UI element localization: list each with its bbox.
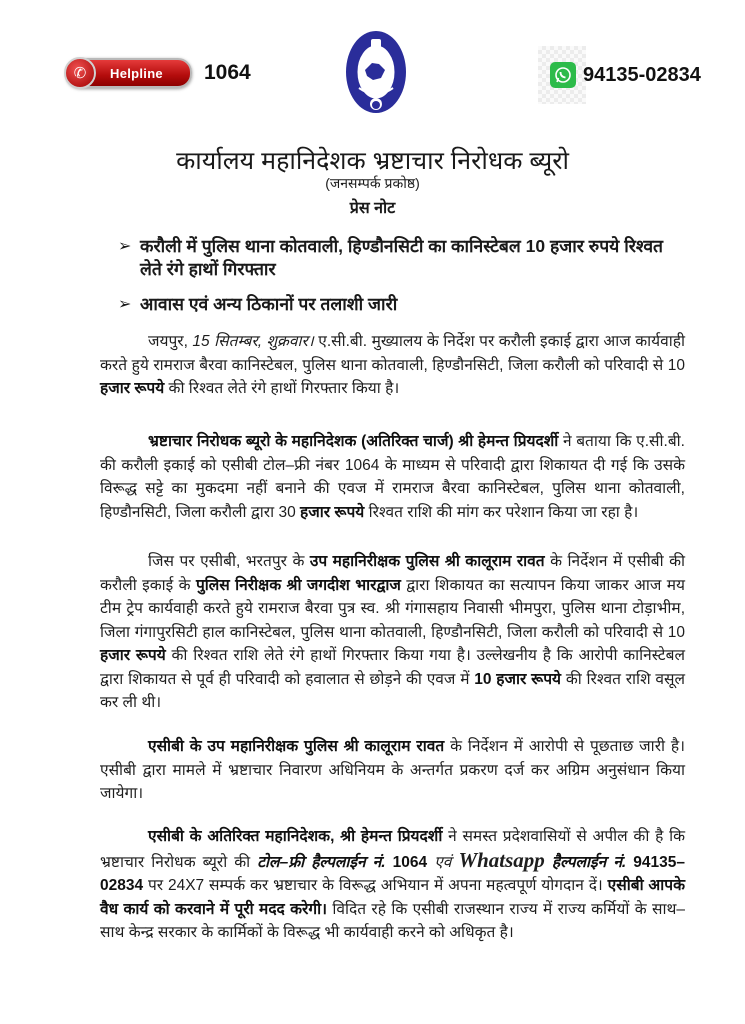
helpline-badge	[66, 58, 251, 88]
whatsapp-icon	[550, 62, 576, 88]
paragraph-4: एसीबी के उप महानिरीक्षक पुलिस श्री कालूराम रावत के निर्देशन में आरोपी से पूछताछ जारी है। एसीबी द्वारा मामले में भ्रष्टाचार निवारण अधिनियम के अन्तर्गत प्रकरण दर्ज कर अग्रिम अनुसंधान किया जायेगा।	[100, 738, 686, 802]
lion-capital-icon	[371, 39, 381, 53]
helpline-number: 1064	[204, 61, 251, 84]
arrow-bullet-icon: ➢	[118, 296, 132, 313]
arrow-bullet-icon: ➢	[118, 238, 132, 255]
paragraph-1: जयपुर, 15 सितम्बर, शुक्रवार। ए.सी.बी. मुख्यालय के निर्देश पर करौली इकाई द्वारा आज कार्यवाही करते हुये रामराज बैरवा कानिस्टेबल, पुलिस थाना कोतवाली, हिण्डौनसिटी, जिला करौली को परिवादी से 10 हजार रूपये की रिश्वत लेते रंगे हाथों गिरफ्तार किया है।	[100, 333, 685, 397]
paragraph-3: जिस पर एसीबी, भरतपुर के उप महानिरीक्षक पुलिस श्री कालूराम रावत के निर्देशन में एसीबी की करौली इकाई के पुलिस निरीक्षक श्री जगदीश भारद्वाज द्वारा शिकायत का सत्यापन किया जाकर आज मय टीम ट्रेप कार्यवाही करते हुये रामराज बैरवा पुत्र स्व. श्री गंगासहाय निवासी भीमपुरा, पुलिस थाना टोड़ाभीम, जिला गंगापुरसिटी हाल कानिस्टेबल, पुलिस थाना कोतवाली, हिण्डौनसिटी, जिला करौली को परिवादी से 10 हजार रूपये की रिश्वत राशि लेते रंगे हाथों गिरफ्तार किया गया है। उल्लेखनीय है कि आरोपी कानिस्टेबल द्वारा शिकायत से पूर्व ही परिवादी को हवालात से छोड़ने की एवज में 10 हजार रूपये की रिश्वत राशि वसूल कर ली थी।	[100, 553, 686, 711]
bullet-item	[118, 293, 688, 316]
whatsapp-badge	[538, 46, 701, 88]
whatsapp-word: Whatsapp	[458, 847, 545, 872]
bullet-item	[118, 235, 688, 281]
cell-subtitle: (जनसम्पर्क प्रकोष्ठ)	[325, 175, 420, 191]
paragraph-5: एसीबी के अतिरिक्त महानिदेशक, श्री हेमन्त प्रियदर्शी ने समस्त प्रदेशवासियों से अपील की है कि भ्रष्टाचार निरोधक ब्यूरो की टोल–फ्री हैल्पलाईन नं. 1064 एवं Whatsapp हैल्पलाईन नं. 94135–02834 पर 24X7 सम्पर्क कर भ्रष्टाचार के विरूद्ध अभियान में अपना महत्वपूर्ण योगदान दें। एसीबी आपके वैध कार्य को करवाने में पूरी मदद करेगी। विदित रहे कि एसीबी राजस्थान राज्य में राज्य कर्मियों के साथ–साथ केन्द्र सरकार के कार्मिकों के विरूद्ध भी कार्यवाही करने को अधिकृत है।	[100, 828, 686, 941]
bullet-text: आवास एवं अन्य ठिकानों पर तलाशी जारी	[140, 294, 398, 314]
paragraph-2: भ्रष्टाचार निरोधक ब्यूरो के महानिदेशक (अतिरिक्त चार्ज) श्री हेमन्त प्रियदर्शी ने बताया कि ए.सी.बी. की करौली इकाई को एसीबी टोल–फ्री नंबर 1064 के माध्यम से परिवादी द्वारा शिकायत दी गई कि उसके विरूद्ध सट्टे का मुकदमा नहीं बनाने की एवज में रामराज बैरवा कानिस्टेबल, पुलिस थाना कोतवाली, हिण्डौनसिटी, जिला करौली द्वारा 30 हजार रूपये रिश्वत राशि की मांग कर परेशान किया जा रहा है।	[100, 433, 685, 521]
helpline-label: Helpline	[110, 65, 163, 81]
phone-icon: ✆	[64, 57, 96, 89]
letterhead	[0, 0, 745, 125]
whatsapp-number: 94135-02834	[583, 63, 701, 86]
headline-bullets	[118, 235, 688, 328]
helpline-pill	[66, 58, 192, 88]
dateline: 15 सितम्बर, शुक्रवार।	[187, 333, 314, 350]
press-note-heading: प्रेस नोट	[349, 200, 396, 217]
office-title: कार्यालय महानिदेशक भ्रष्टाचार निरोधक ब्यूरो	[176, 147, 569, 175]
bullet-text: करौली में पुलिस थाना कोतवाली, हिण्डौनसिटी का कानिस्टेबल 10 हजार रुपये रिश्वत लेते रंगे हाथों गिरफ्तार	[140, 236, 664, 279]
acb-emblem-logo	[345, 30, 407, 114]
